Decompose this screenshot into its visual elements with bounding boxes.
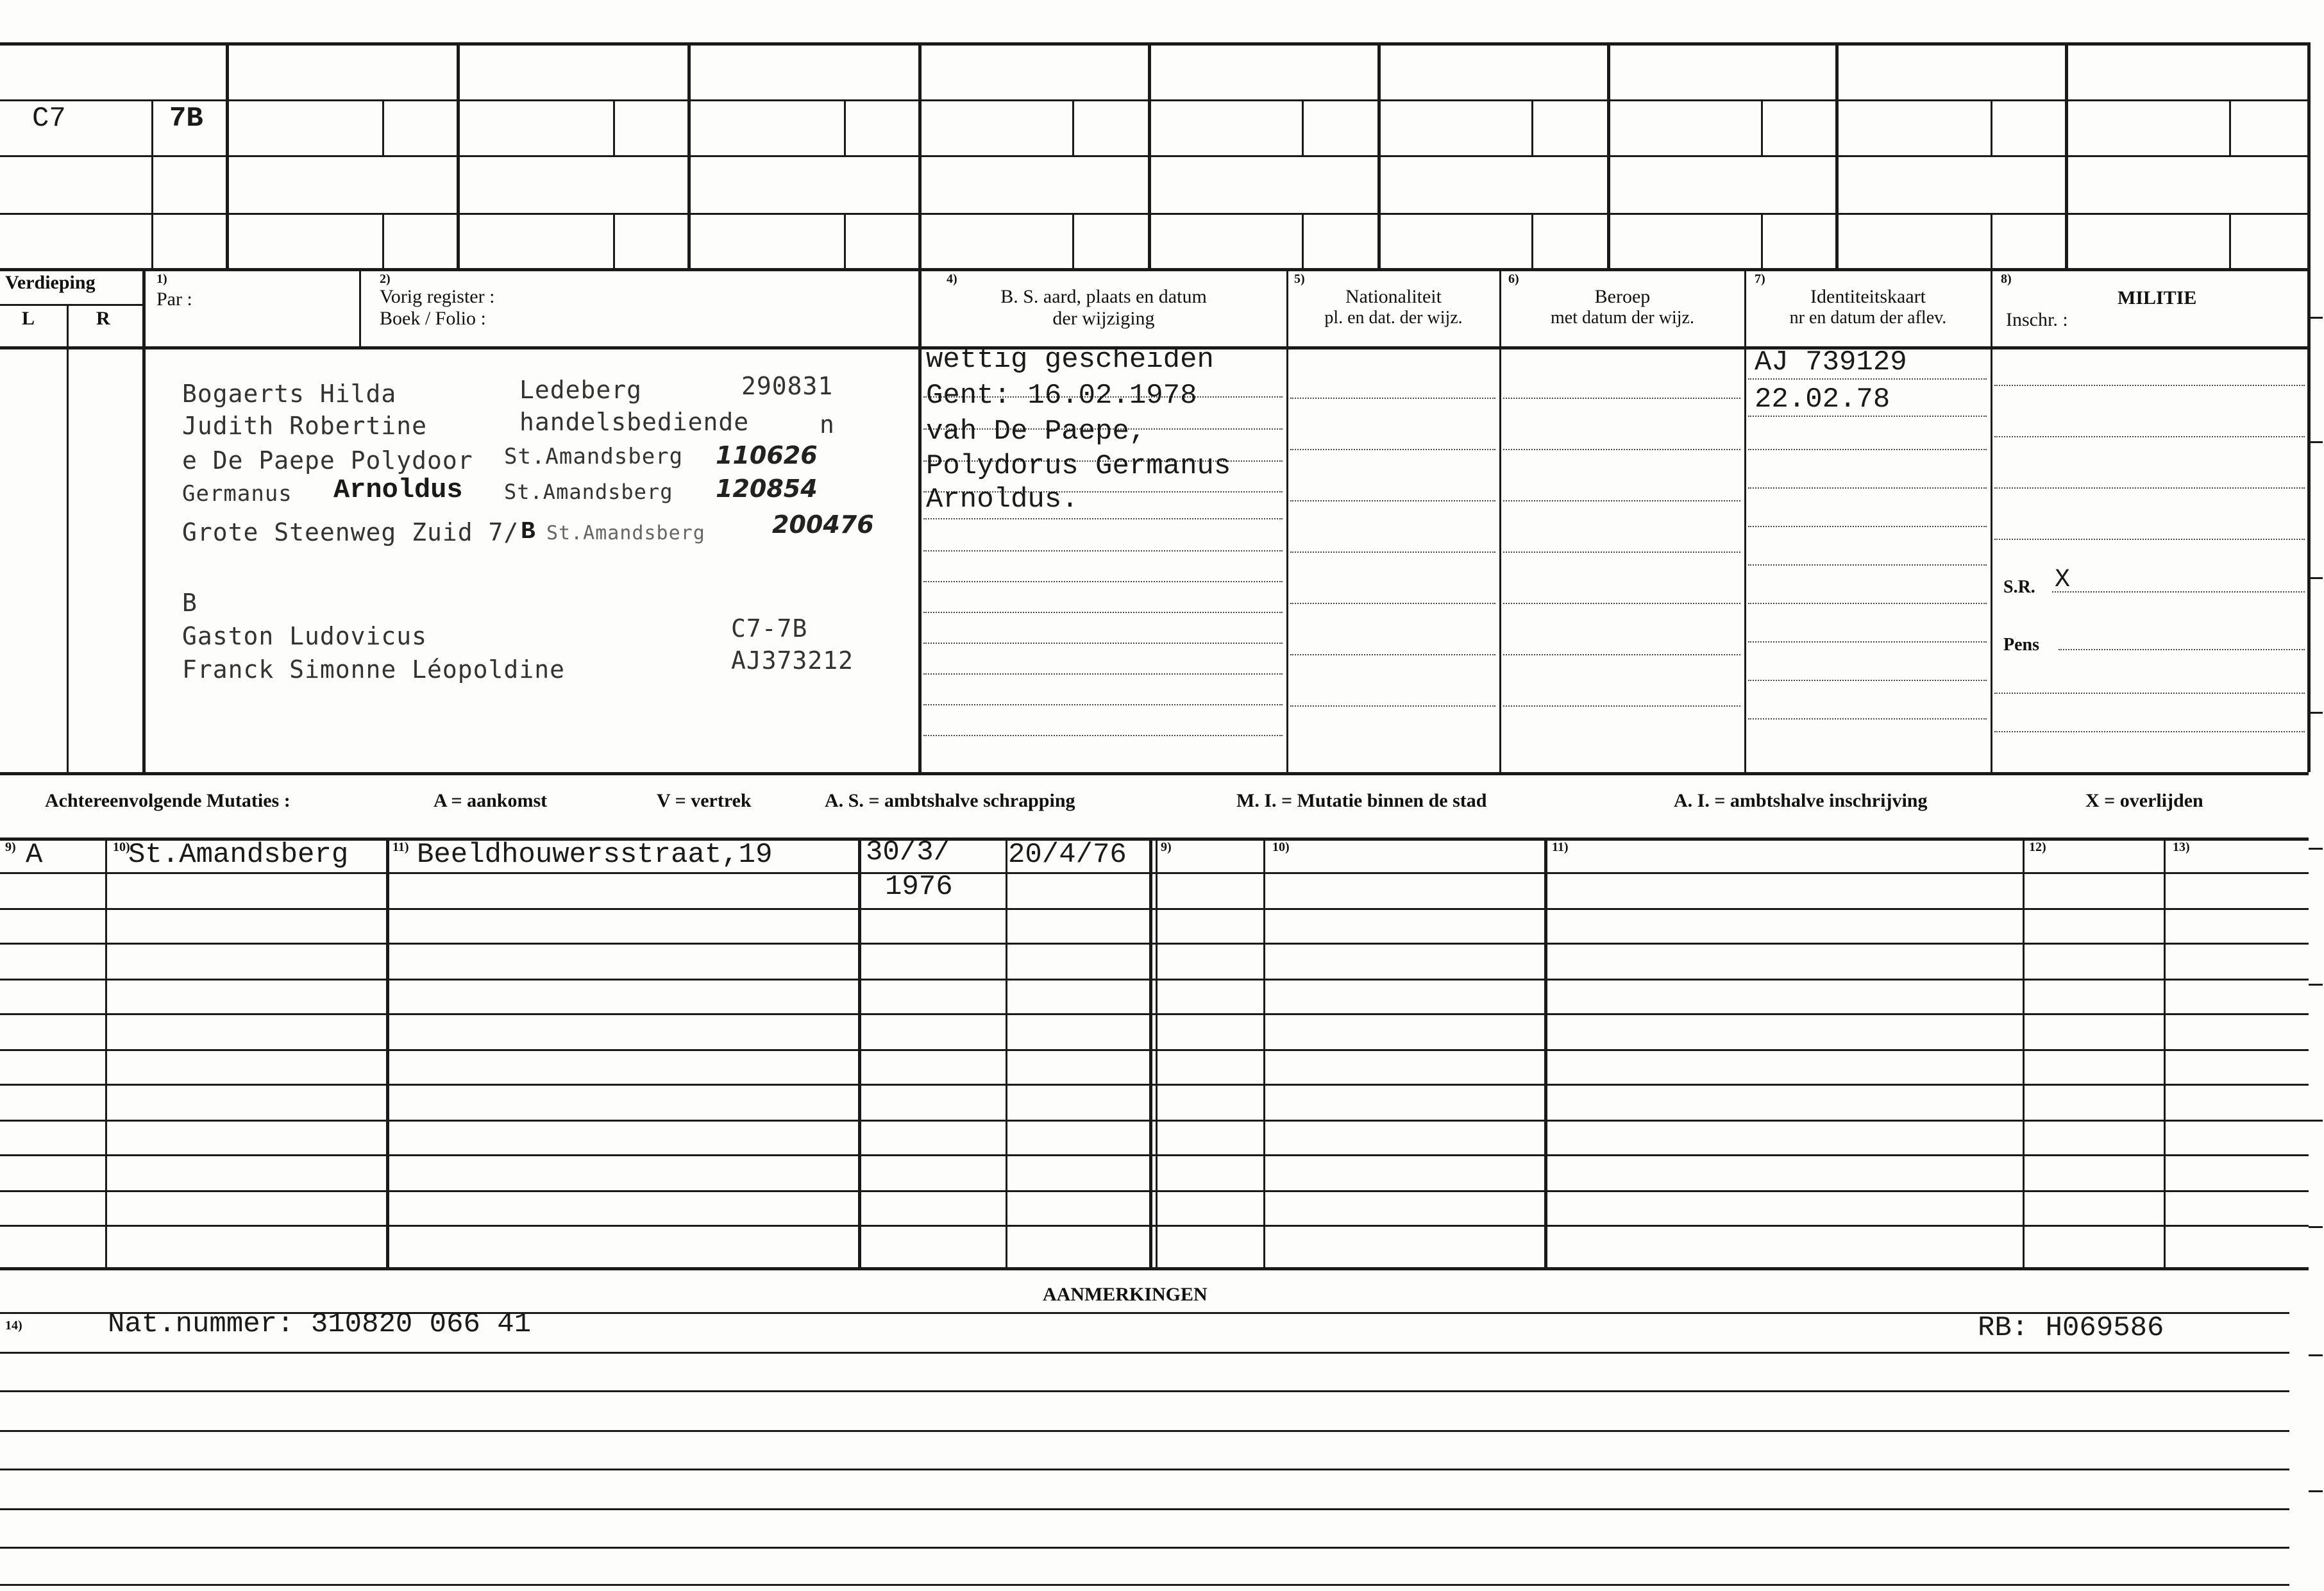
person2-name-cont: Germanus (182, 481, 292, 507)
person4-code: AJ373212 (731, 646, 854, 675)
address-line: Grote Steenweg Zuid 7/ (182, 518, 519, 546)
wijziging-line4: Polydorus Germanus (926, 450, 1231, 482)
person2-name: e De Paepe Polydoor (182, 446, 473, 475)
boek-folio-label: Boek / Folio : (380, 308, 486, 329)
col4-number: 4) (947, 272, 957, 286)
col1-number: 1) (156, 272, 167, 286)
legend-inschrijving: A. I. = ambtshalve inschrijving (1674, 790, 1928, 811)
beroep-sub-label: met datum der wijz. (1551, 308, 1694, 328)
sr-label: S.R. (2003, 577, 2035, 597)
mut-col10b-number: 10) (1272, 840, 1290, 854)
person2-name-bold: Arnoldus (333, 475, 463, 505)
right-label: R (96, 308, 110, 329)
person1-job: handelsbediende (519, 408, 750, 436)
col7-number: 7) (1755, 272, 1765, 286)
id-card-number: AJ 739129 (1755, 346, 1907, 378)
col6-number: 6) (1508, 272, 1519, 286)
id-card-date: 22.02.78 (1755, 383, 1890, 416)
address-letter: B (521, 518, 535, 546)
legend-mutatie: M. I. = Mutatie binnen de stad (1236, 790, 1487, 811)
legend-vertrek: V = vertrek (657, 790, 752, 811)
wijziging-line3: vah De Paepe, (926, 416, 1147, 448)
person2-code-cont: 120854 (716, 475, 818, 503)
wijziging-label: der wijziging (1052, 308, 1155, 329)
col2-number: 2) (380, 272, 391, 286)
mut-col10-number: 10) (113, 840, 130, 854)
address-place: St.Amandsberg (546, 522, 705, 544)
identiteitskaart-sub-label: nr en datum der aflev. (1789, 308, 1947, 328)
legend-overlijden: X = overlijden (2085, 790, 2203, 811)
mutatie-date1: 30/3/ (866, 836, 951, 868)
legend-schrapping: A. S. = ambtshalve schrapping (825, 790, 1075, 811)
person1-place: Ledeberg (519, 376, 643, 404)
legend-aankomst: A = aankomst (434, 790, 548, 811)
nationaliteit-sub-label: pl. en dat. der wijz. (1324, 308, 1463, 328)
person2-place: St.Amandsberg (504, 444, 684, 469)
aanmerkingen-title: AANMERKINGEN (1043, 1284, 1208, 1305)
nat-nummer: Nat.nummer: 310820 066 41 (108, 1308, 532, 1340)
verdieping-label: Verdieping (5, 272, 96, 293)
address-code: 200476 (772, 510, 874, 539)
rb-number: RB: H069586 (1978, 1312, 2164, 1344)
militie-label: MILITIE (2118, 287, 2197, 308)
mutatie-date2: 20/4/76 (1008, 839, 1127, 871)
mut-col9-number: 9) (5, 840, 16, 854)
person3-code: C7-7B (731, 614, 808, 643)
wijziging-line2: Gent: 16.02.1978 (926, 380, 1197, 412)
mutatie-address: Beeldhouwersstraat,19 (417, 839, 773, 871)
house-number: 7B (169, 103, 203, 135)
person1-mark: n (820, 410, 835, 439)
mutatie-place: St.Amandsberg (128, 839, 349, 871)
vorig-register-label: Vorig register : (380, 286, 495, 307)
person2-place-cont: St.Amandsberg (504, 480, 673, 504)
par-label: Par : (156, 289, 192, 310)
col5-number: 5) (1294, 272, 1305, 286)
wijziging-line1: wettig gescheiden (926, 344, 1214, 376)
mut-col12-number: 12) (2029, 840, 2046, 854)
person1-name: Bogaerts Hilda (182, 380, 397, 408)
mut-col13-number: 13) (2173, 840, 2190, 854)
bs-aard-label: B. S. aard, plaats en datum (1000, 286, 1207, 307)
mut-col9b-number: 9) (1161, 840, 1172, 854)
mutatie-date1-year: 1976 (885, 871, 953, 903)
nationaliteit-label: Nationaliteit (1345, 286, 1442, 307)
left-label: L (22, 308, 35, 329)
inschr-label: Inschr. : (2006, 309, 2068, 330)
mut-col11b-number: 11) (1552, 840, 1569, 854)
letter-b: B (182, 589, 198, 617)
person1-code: 290831 (741, 372, 834, 400)
person3-name: Gaston Ludovicus (182, 622, 428, 650)
building-code: C7 (32, 103, 66, 135)
mutatie-type: A (26, 839, 43, 871)
beroep-label: Beroep (1594, 286, 1651, 307)
mutaties-title: Achtereenvolgende Mutaties : (45, 790, 290, 811)
mut-col11-number: 11) (392, 840, 409, 854)
sr-mark: X (2055, 566, 2071, 594)
col8-number: 8) (2001, 272, 2012, 286)
person1-name-cont: Judith Robertine (182, 412, 428, 440)
person2-code: 110626 (716, 441, 818, 469)
wijziging-line5: Arnoldus. (926, 484, 1079, 516)
pens-label: Pens (2003, 635, 2039, 655)
aanmerkingen-number: 14) (5, 1318, 22, 1333)
identiteitskaart-label: Identiteitskaart (1810, 286, 1926, 307)
person4-name: Franck Simonne Léopoldine (182, 655, 565, 684)
